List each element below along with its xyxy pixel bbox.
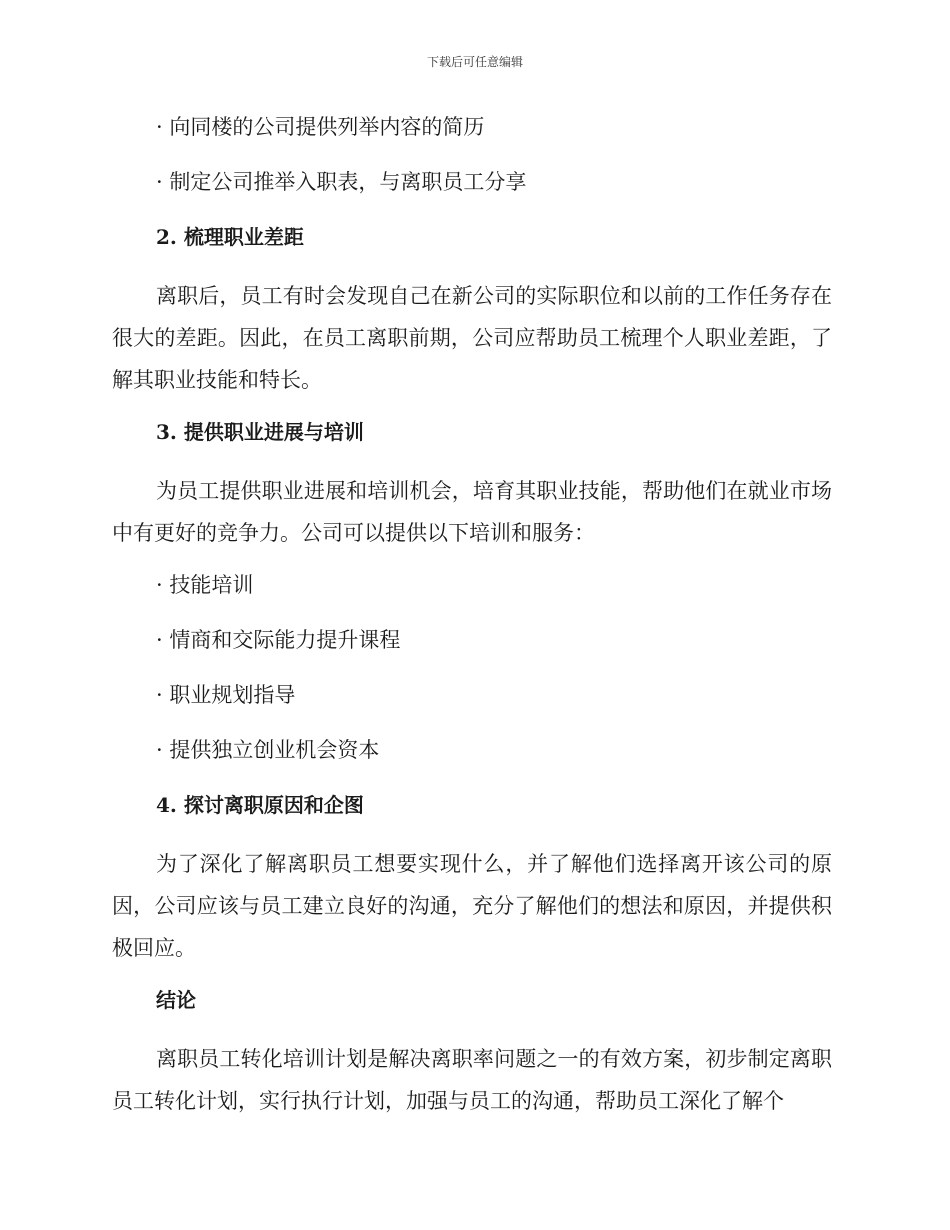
section-heading-2: 2. 梳理职业差距 <box>156 225 304 249</box>
conclusion-paragraph: 离职员工转化培训计划是解决离职率问题之一的有效方案，初步制定离职员工转化计划，实行执行计划，加强与员工的沟通，帮助员工深化了解个 <box>112 1047 832 1113</box>
bullet-item: · 技能培训 <box>156 573 254 597</box>
page-header-note: 下载后可任意编辑 <box>426 55 523 69</box>
section-heading-4: 4. 探讨离职原因和企图 <box>156 793 364 817</box>
bullet-item: · 向同楼的公司提供列举内容的简历 <box>156 115 485 139</box>
section-paragraph-2: 离职后，员工有时会发现自己在新公司的实际职位和以前的工作任务存在很大的差距。因此，在员工离职前期，公司应帮助员工梳理个人职业差距，了解其职业技能和特长。 <box>112 284 832 392</box>
conclusion-heading: 结论 <box>156 988 196 1012</box>
document-body <box>112 110 832 1122</box>
section-paragraph-4: 为了深化了解离职员工想要实现什么，并了解他们选择离开该公司的原因，公司应该与员工建立良好的沟通，充分了解他们的想法和原因，并提供积极回应。 <box>112 852 832 960</box>
section-paragraph-3: 为员工提供职业进展和培训机会，培育其职业技能，帮助他们在就业市场中有更好的竞争力。公司可以提供以下培训和服务： <box>112 479 832 545</box>
bullet-item: · 提供独立创业机会资本 <box>156 738 380 762</box>
bullet-item: · 职业规划指导 <box>156 683 296 707</box>
bullet-item: · 制定公司推举入职表，与离职员工分享 <box>156 170 527 194</box>
section-heading-3: 3. 提供职业进展与培训 <box>156 420 364 444</box>
bullet-item: · 情商和交际能力提升课程 <box>156 628 401 652</box>
